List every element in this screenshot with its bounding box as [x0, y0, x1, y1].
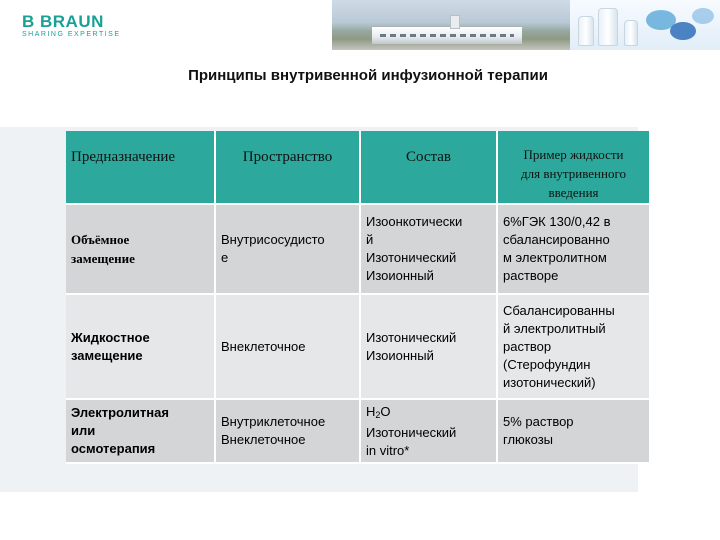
factory-tower	[450, 15, 460, 29]
cell-space	[216, 295, 361, 400]
cell-line: замещение	[71, 251, 135, 266]
cell-line: Изотонический	[366, 424, 457, 440]
infusion-bottle	[578, 16, 594, 46]
factory-building	[372, 26, 522, 44]
cell-space	[216, 205, 361, 295]
header-purpose: Предназначение	[66, 131, 216, 205]
device-blob	[670, 22, 696, 40]
header-space: Пространство	[216, 131, 361, 205]
cell-line: in vitro*	[366, 442, 410, 458]
device-blob	[692, 8, 714, 24]
cell-line: сбалансированно	[503, 232, 610, 247]
cell-line: раствор	[503, 338, 552, 354]
cell-line: глюкозы	[503, 432, 554, 447]
header-example	[498, 131, 649, 205]
cell-composition	[361, 295, 498, 400]
cell-space	[216, 400, 361, 464]
cell-line: й электролитный	[503, 320, 606, 336]
factory-photo	[332, 0, 570, 50]
cell-purpose	[66, 400, 216, 464]
cell-composition	[361, 205, 498, 295]
cell-line: 5% раствор	[503, 414, 574, 429]
cell-line: е	[221, 250, 229, 265]
cell-line: Изоионный	[366, 347, 434, 363]
therapy-table	[66, 131, 649, 464]
cell-purpose	[66, 205, 216, 295]
h2o-formula	[366, 403, 456, 424]
logo-tagline: SHARING EXPERTISE	[22, 31, 121, 38]
header-example-line: введения	[548, 185, 599, 200]
cell-line: осмотерапия	[71, 441, 156, 456]
cell-line: Электролитная	[71, 405, 169, 420]
table-row	[66, 205, 649, 295]
h2o-subscript: 2	[375, 409, 381, 420]
cell-purpose	[66, 295, 216, 400]
cell-line: Жидкостное	[71, 329, 150, 345]
cell-example	[498, 205, 649, 295]
header-example-line: для внутривенного	[521, 166, 626, 181]
cell-line: Объёмное	[71, 232, 130, 247]
cell-line: Изоонкотически	[366, 214, 463, 229]
cell-line: Изотонический	[366, 250, 457, 265]
header-composition: Состав	[361, 131, 498, 205]
cell-line: (Стерофундин	[503, 356, 591, 372]
table-header-row	[66, 131, 649, 205]
cell-line: Внеклеточное	[221, 338, 306, 354]
infusion-bottle	[624, 20, 638, 46]
table-row	[66, 400, 649, 464]
header-banner-image	[332, 0, 720, 50]
cell-line: Внутриклеточное	[221, 414, 326, 429]
cell-line: 6%ГЭК 130/0,42 в	[503, 214, 611, 229]
h2o-rest: O	[380, 403, 391, 419]
cell-line: м электролитном	[503, 250, 607, 265]
cell-line: й	[366, 232, 374, 247]
products-photo	[570, 0, 720, 50]
h2o-base: H	[366, 403, 376, 419]
cell-line: Изоионный	[366, 268, 434, 283]
cell-example	[498, 295, 649, 400]
cell-line: растворе	[503, 268, 559, 283]
cell-line: или	[71, 423, 96, 438]
header-example-line: Пример жидкости	[523, 147, 624, 162]
cell-line: Внутрисосудисто	[221, 232, 325, 247]
page-title: Принципы внутривенной инфузионной терапии	[188, 67, 548, 84]
infusion-bottle	[598, 8, 618, 46]
cell-line: замещение	[71, 347, 143, 363]
table-row	[66, 295, 649, 400]
cell-line: Изотонический	[366, 329, 457, 345]
cell-example	[498, 400, 649, 464]
cell-line: изотонический)	[503, 374, 596, 390]
logo-wordmark: B BRAUN	[22, 12, 104, 31]
cell-line: Внеклеточное	[221, 432, 306, 447]
cell-line: Сбалансированны	[503, 302, 615, 318]
cell-composition	[361, 400, 498, 464]
bbraun-logo	[22, 12, 121, 38]
